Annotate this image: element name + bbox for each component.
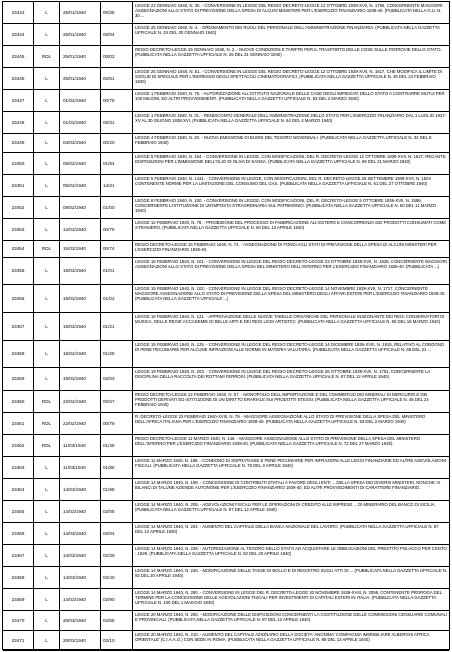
act-type-cell: RDL	[34, 46, 60, 67]
table-row	[3, 501, 449, 523]
act-type-cell: L	[34, 2, 60, 23]
act-date-cell: 19/02/1940	[60, 368, 101, 390]
act-description-cell: LEGGE 12 FEBBRAIO 1940, N. 75. - PROIBIZIONE DEL PROCESSO DI FABBRICAZIONE ALL'ESTERO E CONCORRENZA DEI PRODOTTI CONSUMATI COME STRANIERO. (PUBBLICATA NELLA GAZZETTA UFFICIALE N. 50 DEL 13 APRILE 1940)	[135, 220, 447, 231]
act-description-cell: LEGGE 5 FEBBRAIO 1940, N. 164. - CONVERSIONE IN LEGGE, CON MODIFICAZIONI, DEL R. DECRETO-LEGGE 12 OTTOBRE 1939-XVII, N. 1627, RECANTE DISPOSIZIONI PER L'IMMISSIONE DELL'OLIO DI OLIVA DI SANSA. (PUBBLICATA NELLA GAZZETTA UFFICIALE N. 69 DEL 21 MARZO 1940)	[135, 154, 446, 165]
act-description-cell: LEGGE 1 FEBBRAIO 1940, N. 78. - AUTORIZZAZIONE ALL'ISTITUTO NAZIONALE DELLE CASE DEGLI IMPIEGATI DELLO STATO A CONTRARRE MUTUI PER 100 MILIONI, ED ALTRI PROVVEDIMENTI. (PUBBLICATA NELLA GAZZETTA UFFICIALE N. 53 DEL 2 MARZO 1940)	[135, 91, 445, 102]
act-type-cell: L	[34, 341, 60, 367]
act-code-cell: 00/79	[101, 413, 133, 434]
table-row	[3, 631, 449, 651]
act-code-cell: 01/64	[101, 153, 133, 174]
table-row	[3, 46, 449, 68]
act-type-cell: L	[34, 258, 60, 284]
act-code-cell: 02/39	[101, 545, 133, 566]
table-row	[3, 285, 449, 313]
act-number-cell: 23464	[3, 479, 34, 500]
act-type-cell: RDL	[34, 413, 60, 434]
act-date-cell: 14/03/1940	[60, 589, 101, 610]
act-date-cell: 15/02/1940	[60, 341, 101, 367]
act-type-cell: L	[34, 589, 60, 610]
act-code-cell: 01/86	[101, 457, 133, 478]
act-date-cell: 25/01/1940	[60, 24, 101, 45]
act-type-cell: L	[34, 479, 60, 500]
act-date-cell: 05/02/1940	[60, 175, 101, 196]
act-description-cell: LEGGE 15 FEBBRAIO 1940, N. 102. - CONVERSIONE IN LEGGE DEL REGIO DECRETO-LEGGE 14 NOVEMBRE 1939-XVII, N. 1717, CONCERNENTE MAGGIORE ASSEGNAZIONE ALLO STATO DI PREVISIONE DELLA SPESA DEL MINISTERO DEGLI AFFARI ESTERI PER L'ESERCIZIO FINANZIARIO 1939-40. (PUBBLICATA NELLA GAZZETTA UFFICIALE ...)	[135, 286, 446, 302]
act-number-cell: 23459	[3, 368, 34, 390]
act-code-cell: 02/90	[101, 589, 133, 610]
act-number-cell: 23461	[3, 413, 34, 434]
act-type-cell: L	[34, 24, 60, 45]
act-description-cell: LEGGE 11 MARZO 1940, N. 186. - CONDONO DI SOPRATASSE E PENE PECUNIARIE PER INFRAZIONI ALLE LEGGI FINANZIARIE ED ALTRE AGEVOLAZIONI FISCALI. (PUBBLICATA NELLA GAZZETTA UFFICIALE N. 76 DEL 3 APRILE 1940)	[135, 458, 446, 469]
act-description-cell: LEGGE 19 FEBBRAIO 1940, N. 203. - CONVERSIONE IN LEGGE DEL REGIO DECRETO-LEGGE 26 OTTOBRE 1939-XVII, N. 1751, CONCERNENTE LA DISCIPLINA DELLA RACCOLTA DEI ROTTAMI FERROSI. (PUBBLICATA NELLA GAZZETTA UFFICIALE N. 87 DEL 12 APRILE 1940)	[135, 369, 430, 380]
act-code-cell: 14/31	[101, 175, 133, 196]
act-number-cell: 23444	[3, 24, 34, 45]
table-row	[3, 545, 449, 567]
act-description-cell: REGIO DECRETO-LEGGE 11 MARZO 1940, N. 148. - MAGGIORE ASSEGNAZIONE ALLO STATO DI PREVISIONE DELLA SPESA DEL MINISTERO DELL'INTERNO PER L'ESERCIZIO FINANZIARIO 1939-40. (PUBBLICATA NELLA GAZZETTA UFFICIALE N. 72 DEL 27 MARZO 1940)	[135, 436, 421, 447]
act-date-cell: 01/02/1940	[60, 90, 101, 111]
act-code-cell: 01/21	[101, 313, 133, 340]
table-row	[3, 457, 449, 479]
act-code-cell: 02/03	[101, 368, 133, 390]
table-row	[3, 197, 449, 219]
act-code-cell: 00/31	[101, 112, 133, 133]
act-number-cell: 23468	[3, 567, 34, 588]
act-date-cell: 20/03/1940	[60, 631, 101, 650]
table-row	[3, 2, 449, 24]
act-type-cell: L	[34, 523, 60, 544]
table-row	[3, 567, 449, 589]
act-date-cell: 12/02/1940	[60, 219, 101, 240]
act-date-cell: 22/02/1940	[60, 413, 101, 434]
act-date-cell: 05/02/1940	[60, 153, 101, 174]
act-date-cell: 14/03/1940	[60, 479, 101, 500]
table-row	[3, 611, 449, 631]
table-row	[3, 134, 449, 153]
act-date-cell: 11/03/1940	[60, 435, 101, 456]
act-number-cell: 23462	[3, 435, 34, 456]
act-date-cell: 20/03/1940	[60, 611, 101, 630]
act-type-cell: L	[34, 631, 60, 650]
table-row	[3, 523, 449, 545]
table-row	[3, 112, 449, 134]
act-description-cell: LEGGE 14 MARZO 1940, N. 198. - CONCESSIONE DI CONTRIBUTI STATALI A FAVORE DEGLI ENTI ... DELLA SPESA DEI DIVERSI MINISTERI, NONCHE' AI BILANCI DI TALUNE AZIENDE AUTONOME PER L'ESERCIZIO FINANZIARIO 1939-40, ED ALTRI PROVVEDIMENTI DI CARATTERE FINANZIARIO.	[135, 480, 441, 491]
act-description-cell: LEGGE 4 FEBBRAIO 1940, N. 20. - NUOVA EMISSIONE DI BUONI DEL TESORO NOVENNALI. (PUBBLICATA NELLA GAZZETTA UFFICIALE N. 32 DEL 8 FEBBRAIO 1940)	[135, 135, 432, 146]
act-number-cell: 23447	[3, 90, 34, 111]
act-type-cell: L	[34, 545, 60, 566]
act-type-cell: L	[34, 153, 60, 174]
act-date-cell: 25/01/1940	[60, 46, 101, 67]
act-code-cell: 02/04	[101, 523, 133, 544]
act-code-cell: 02/05	[101, 501, 133, 522]
act-date-cell: 11/03/1940	[60, 457, 101, 478]
act-description-cell: LEGGE 25 GENNAIO 1940, N. 51. - CONVERSIONE IN LEGGE DEL REGIO DECRETO-LEGGE 12 OTTOBRE 1939-XVII, N. 1617, CHE MODIFICA IL LIMITE DI SOGLIE DI SPECIALE PER L'INGRESSO DEGLI SPETTACOLI CINEMATOGRAFICI. (PUBBLICATA NELLA GAZZETTA UFFICIALE N. 46 DEL 24 FEBBRAIO 1940)	[135, 69, 443, 85]
act-type-cell: RDL	[34, 241, 60, 257]
act-description-cell: REGIO DECRETO-LEGGE 22 FEBBRAIO 1940, N. 57. - MONOPOLIO DELL'IMPORTAZIONE E DEL COMMERCIO DEI MINERALI DI MERCURIO E DEI PRODOTTI DERIVATI ED ISTITUZIONE DI UN DIRITTO ERARIALE SUI PRODOTTI STESSI. (PUBBLICATA NELLA GAZZETTA UFFICIALE N. 46 DEL 24 FEBBRAIO 1940)	[135, 392, 429, 408]
act-type-cell: L	[34, 112, 60, 133]
act-date-cell: 25/01/1940	[60, 68, 101, 89]
act-description-cell: LEGGE 20 MARZO 1940, N. 210. - AUMENTO DEL CAPITALE AZIONARIO DELLA SOCIETA' ANONIMA 'COMPAGNIA IMMOBILIARE ALBERGHI AFRICA ORIENTALE' (C.I.A.A.O.) CON SEDE IN ROMA. (PUBBLICATA NELLA GAZZETTA UFFICIALE N. 88 DEL 13 APRILE 1940)	[135, 632, 430, 643]
act-description-cell: REGIO DECRETO-LEGGE 25 GENNAIO 1940, N. 2. - NUOVE CONDIZIONI E TARIFFE PER IL TRASPORTO DELLE COSE SULLE FERROVIE DELLO STATO. (PUBBLICATA NELLA GAZZETTA UFFICIALE N. 25 DEL 31 GENNAIO 1940)	[135, 47, 442, 58]
table-row	[3, 68, 449, 90]
act-number-cell: 23449	[3, 134, 34, 152]
act-type-cell: L	[34, 197, 60, 218]
table-row	[3, 153, 449, 175]
act-type-cell: L	[34, 567, 60, 588]
act-number-cell: 23469	[3, 589, 34, 610]
act-code-cell: 02/55	[101, 611, 133, 630]
table-row	[3, 241, 449, 258]
act-number-cell: 23466	[3, 523, 34, 544]
act-number-cell: 23448	[3, 112, 34, 133]
act-number-cell: 23450	[3, 153, 34, 174]
act-type-cell: L	[34, 313, 60, 340]
act-code-cell: 00/75	[101, 219, 133, 240]
act-description-cell: LEGGE 15 FEBBRAIO 1940, N. 121. - APPROVAZIONE DELLE NUOVE TABELLE ORGANICHE DEL PERSONALE INSEGNANTE DEI REGI CONSERVATORI DI MUSICA, DELLE REGIE ACCADEMIE DI BELLE ARTI E DEI REGI LICEI ARTISTICI. (PUBBLICATA NELLA GAZZETTA UFFICIALE N. 65 DEL 18 MARZO 1940)	[135, 314, 445, 325]
act-type-cell: L	[34, 90, 60, 111]
act-number-cell: 23452	[3, 197, 34, 218]
act-description-cell: LEGGE 14 MARZO 1940, N. 240. - MODIFICAZIONE DELLE TASSE DI BOLLO E DI REGISTRO SUGLI ATTI DI ... (PUBBLICATA NELLA GAZZETTA UFFICIALE N. 92 DEL 20 APRILE 1940)	[135, 568, 448, 579]
act-description-cell: LEGGE 22 GENNAIO 1940, N. 35. - CONVERSIONE IN LEGGE DEL REGIO DECRETO-LEGGE 12 OTTOBRE 1939-XVII, N. 1755, CONCERNENTE MAGGIORI ASSEGNAZIONI ALLO STATO DI PREVISIONE DELLA SPESA DI ALCUNI MINISTERI PER L'ESERCIZIO FINANZIARIO 1939-40. (PUBBLICATA NELLA G.U. N. 30 ...	[135, 3, 443, 19]
act-description-cell: LEGGE 8 FEBBRAIO 1940, N. 100. - CONVERSIONE IN LEGGE, CON MODIFICAZIONI, DEL R. DECRETO-LEGGE 5 OTTOBRE 1939-XVII, N. 1596, CONCERNENTE L'ISTITUZIONE DI UN'IMPOSTA STRAORDINARIA SUL PATRIMONIO. (PUBBLICATA NELLA GAZZETTA UFFICIALE N. 60 DEL 11 MARZO 1940)	[135, 198, 437, 214]
act-number-cell: 23451	[3, 175, 34, 196]
act-date-cell: 15/02/1940	[60, 241, 101, 257]
act-date-cell: 15/02/1940	[60, 258, 101, 284]
act-type-cell: RDL	[34, 435, 60, 456]
act-code-cell: 00/78	[101, 90, 133, 111]
table-row	[3, 589, 449, 611]
act-code-cell: 01/48	[101, 435, 133, 456]
table-row	[3, 313, 449, 341]
act-number-cell: 23455	[3, 258, 34, 284]
act-type-cell: L	[34, 457, 60, 478]
table-row	[3, 175, 449, 197]
act-description-cell: LEGGE 15 FEBBRAIO 1940, N. 101. - CONVERSIONE IN LEGGE DEL REGIO DECRETO-LEGGE 23 OTTOBRE 1939-XVII, N. 1628, CONCERNENTE MAGGIORI ASSEGNAZIONI ALLO STATO DI PREVISIONE DELLA SPESA DEL MINISTERO DELL'INTERNO PER L'ESERCIZIO FINANZIARIO 1939-40. (PUBBLICATA ...)	[135, 259, 447, 270]
act-number-cell: 23470	[3, 611, 34, 630]
table-row	[3, 435, 449, 457]
act-number-cell: 23467	[3, 545, 34, 566]
act-date-cell: 04/02/1940	[60, 134, 101, 152]
act-description-cell: LEGGE 25 GENNAIO 1940, N. 4. - ORDINAMENTO DEI RUOLI DEL PERSONALE DELL'AMMINISTRAZIONE FINANZIARIA. (PUBBLICATA NELLA GAZZETTA UFFICIALE N. 24 DEL 30 GENNAIO 1940)	[135, 25, 440, 36]
act-type-cell: RDL	[34, 391, 60, 412]
act-type-cell: L	[34, 285, 60, 312]
act-description-cell: R. DECRETO-LEGGE 22 FEBBRAIO 1940-XVIII, N. 79. - MAGGIORE ASSEGNAZIONE ALLO STATO DI PREVISIONE DELLA SPESA DEL MINISTERO DELL'AFRICA ITALIANA PER L'ESERCIZIO FINANZIARIO 1939-40. (PUBBLICATA NELLA GAZZETTA UFFICIALE N. 53 DEL 2 MARZO 1940)	[135, 414, 426, 425]
table-row	[3, 90, 449, 112]
act-number-cell: 23456	[3, 285, 34, 312]
act-code-cell: 00/02	[101, 46, 133, 67]
act-code-cell: 00/57	[101, 391, 133, 412]
act-description-cell: LEGGE 1 FEBBRAIO 1940, N. 31. - RENDICONTO GENERALE DELL'AMMINISTRAZIONE DELLO STATO PER L'ESERCIZIO FINANZIARIO DAL 1 LUGLIO 1937-XV AL 30 GIUGNO 1938-XVI. (PUBBLICATA NELLA GAZZETTA UFFICIALE N. 54 DEL 4 MARZO 1940)	[135, 113, 447, 124]
act-code-cell: 01/98	[101, 479, 133, 500]
act-code-cell: 01/02	[101, 285, 133, 312]
table-row	[3, 391, 449, 413]
act-type-cell: L	[34, 219, 60, 240]
act-code-cell: 00/20	[101, 134, 133, 152]
act-description-cell: LEGGE 20 MARZO 1940, N. 255. - MODIFICAZIONE DELLE DISPOSIZIONI CONCERNENTI LA COSTITUZIONE DELLE COMMISSIONI CENSUARIE COMUNALI E PROVINCIALI. (PUBBLICATA NELLA GAZZETTA UFFICIALE N. 87 DEL 12 APRILE 1940)	[135, 612, 447, 623]
act-number-cell: 23446	[3, 68, 34, 89]
act-description-cell: LEGGE 14 MARZO 1940, N. 239. - AUTORIZZAZIONE AL TESORO DELLO STATO AD ACQUISTARE LE OBBLIGAZIONI DEL PRESTITO POLACCO PER CENTO - 1926. (PUBBLICATA NELLA GAZZETTA UFFICIALE N. 92 DEL 20 APRILE 1940)	[135, 546, 447, 557]
act-code-cell: 01/01	[101, 258, 133, 284]
act-description-cell: LEGGE 14 MARZO 1940, N. 205. - AGEVOLAZIONI FISCALI PER LE OPERAZIONI DI CREDITO ALLE IMPRESE ... DI MINERARIO DEL BANCO DI SICILIA. (PUBBLICATA NELLA GAZZETTA UFFICIALE N. 87 DEL 12 APRILE 1940)	[135, 502, 436, 513]
act-type-cell: L	[34, 175, 60, 196]
table-row	[3, 479, 449, 501]
table-row	[3, 258, 449, 285]
act-date-cell: 14/03/1940	[60, 501, 101, 522]
act-code-cell: 02/10	[101, 631, 133, 650]
act-code-cell: 01/25	[101, 341, 133, 367]
act-date-cell: 14/03/1940	[60, 545, 101, 566]
act-code-cell: 02/40	[101, 567, 133, 588]
act-description-cell: LEGGE 14 MARZO 1940, N. 204. - AUMENTO DEL CAPITALE DELLA BANCA NAZIONALE DEL LAVORO. (PUBBLICATA NELLA GAZZETTA UFFICIALE N. 87 DEL 12 APRILE 1940)	[135, 524, 439, 535]
table-row	[3, 341, 449, 368]
act-description-cell: LEGGE 15 FEBBRAIO 1940, N. 125. - CONVERSIONE IN LEGGE DEL REGIO DECRETO-LEGGE 14 DICEMBRE 1939-XVIII, N. 1915, RELATIVO AL CONDONO DI PENE PECUNIARIE PER ALCUNE INFRAZIONI ALLE NORME IN MATERIA VALUTARIA. (PUBBLICATA NELLA GAZZETTA UFFICIALE N. 66 DEL 21 ...	[135, 342, 445, 353]
table-row	[3, 24, 449, 46]
act-code-cell: 00/74	[101, 241, 133, 257]
act-number-cell: 23463	[3, 457, 34, 478]
act-date-cell: 25/01/1940	[60, 2, 101, 23]
table-row	[3, 413, 449, 435]
act-type-cell: L	[34, 611, 60, 630]
act-description-cell: REGIO DECRETO-LEGGE 15 FEBBRAIO 1940, N. 74. - ASSEGNAZIONE DI FONDI AGLI STATI DI PREVISIONE DELLA SPESA DI ALCUNI MINISTERI PER L'ESERCIZIO FINANZIARIO 1939-40.	[135, 242, 437, 253]
register-table	[2, 1, 450, 650]
act-code-cell: 00/35	[101, 2, 133, 23]
act-date-cell: 14/03/1940	[60, 523, 101, 544]
act-code-cell: 00/04	[101, 24, 133, 45]
act-type-cell: L	[34, 501, 60, 522]
act-type-cell: L	[34, 368, 60, 390]
act-type-cell: L	[34, 134, 60, 152]
act-description-cell: LEGGE 5 FEBBRAIO 1940, N. 1431. - CONVERSIONE IN LEGGE, CON MODIFICAZIONI, DEL R. DECRETO-LEGGE 25 SETTEMBRE 1939-XVII, N. 1504 CONTENENTE NORME PER LA LIMITAZIONE DEL CONSUMO DEL GAS. (PUBBLICATA NELLA GAZZETTA UFFICIALE N. 61 DEL 27 OTTOBRE 1940)	[135, 176, 431, 187]
act-code-cell: 00/51	[101, 68, 133, 89]
act-number-cell: 23454	[3, 241, 34, 257]
act-number-cell: 23445	[3, 46, 34, 67]
act-date-cell: 01/02/1940	[60, 112, 101, 133]
act-number-cell: 23460	[3, 391, 34, 412]
act-description-cell: LEGGE 14 MARZO 1940, N. 290. - CONVERSIONE IN LEGGE DEL R. DECRETO-LEGGE 30 NOVEMBRE 1939-XVIII, N. 2058, CONTENENTE PROROGA DEL TERMINE PER LA CONCESSIONE DELLE AGEVOLAZIONI FISCALI PER INVESTIMENTI DI CAPITALI ESTERI IN ITALIA. (PUBBLICATA NELLA GAZZETTA UFFICIALE N. 100 DEL 1 MAGGIO 1940)	[135, 590, 442, 606]
table-row	[3, 368, 449, 391]
act-number-cell: 23443	[3, 2, 34, 23]
act-date-cell: 22/02/1940	[60, 391, 101, 412]
act-code-cell: 01/00	[101, 197, 133, 218]
table-row	[3, 219, 449, 241]
act-number-cell: 23458	[3, 341, 34, 367]
act-date-cell: 15/02/1940	[60, 313, 101, 340]
act-date-cell: 14/03/1940	[60, 567, 101, 588]
act-date-cell: 15/02/1940	[60, 285, 101, 312]
act-type-cell: L	[34, 68, 60, 89]
act-number-cell: 23457	[3, 313, 34, 340]
act-number-cell: 23465	[3, 501, 34, 522]
act-number-cell: 23471	[3, 631, 34, 650]
act-date-cell: 08/02/1940	[60, 197, 101, 218]
act-number-cell: 23453	[3, 219, 34, 240]
